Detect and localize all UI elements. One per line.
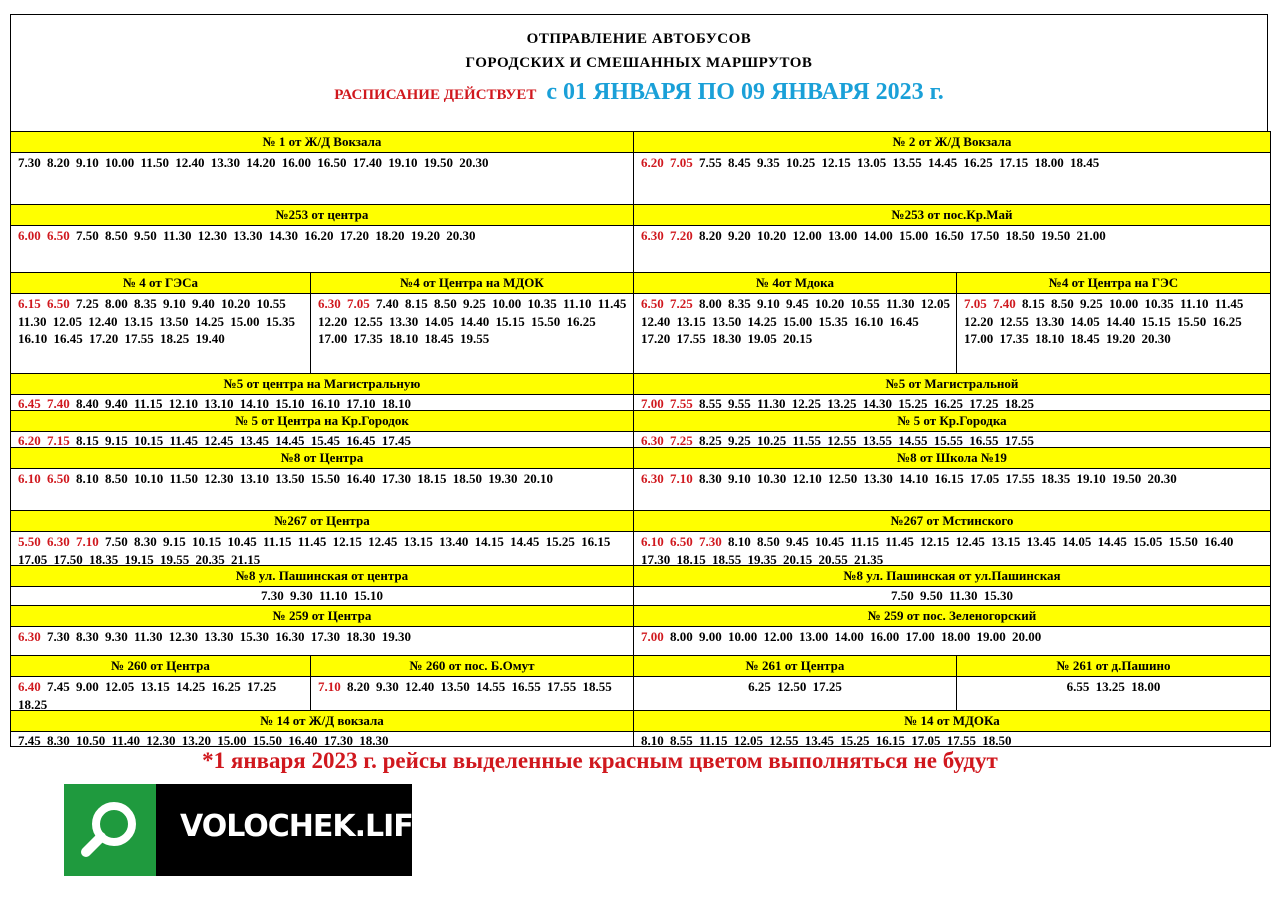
route-cell	[633, 510, 1271, 566]
cancellation-footnote: *1 января 2023 г. рейсы выделенные красным цветом выполняться не будут	[202, 748, 998, 773]
route-times	[11, 587, 633, 605]
route-times	[318, 678, 629, 696]
route-title: №267 от Мстинского	[634, 511, 1270, 532]
route-cell	[956, 272, 1271, 374]
route-times	[18, 732, 629, 750]
departure-times: 7.30 8.20 9.10 10.00 11.50 12.40 13.30 14.20 16.00 16.50 17.40 19.10 19.50 20.30	[18, 155, 489, 170]
cancelled-times: 6.30 7.20	[641, 228, 693, 243]
route-title: № 14 от МДОКа	[634, 711, 1270, 732]
route-title: №253 от пос.Кр.Май	[634, 205, 1270, 226]
period-label: РАСПИСАНИЕ ДЕЙСТВУЕТ	[334, 87, 537, 103]
route-cell	[633, 565, 1271, 606]
route-cell	[10, 131, 634, 205]
cancelled-times: 5.50 6.30 7.10	[18, 534, 99, 549]
route-cell	[633, 447, 1271, 511]
route-times	[18, 470, 629, 488]
route-cell	[10, 565, 634, 606]
departure-times: 8.15 8.50 9.25 10.00 10.35 11.10 11.45 12.20 12.55 13.30 14.05 14.40 15.15 15.50 16.25 17.00 17.35 18.10 18.45 19.20 20.30	[964, 296, 1244, 346]
departure-times: 8.20 9.20 10.20 12.00 13.00 14.00 15.00 16.50 17.50 18.50 19.50 21.00	[699, 228, 1106, 243]
route-title: № 261 от д.Пашино	[957, 656, 1270, 677]
route-times	[634, 587, 1270, 605]
cancelled-times: 6.30 7.25	[641, 433, 693, 448]
route-title: № 2 от Ж/Д Вокзала	[634, 132, 1270, 153]
route-times	[641, 732, 1266, 750]
route-times	[318, 295, 629, 348]
cancelled-times: 6.10 6.50	[18, 471, 70, 486]
cancelled-times: 6.20 7.15	[18, 433, 70, 448]
route-title: №8 ул. Пашинская от ул.Пашинская	[634, 566, 1270, 587]
route-title: №8 от Центра	[11, 448, 633, 469]
departure-times: 7.25 8.00 8.35 9.10 9.40 10.20 10.55 11.30 12.05 12.40 13.15 13.50 14.25 15.00 15.35 16.10 16.45 17.20 17.55 18.25 19.40	[18, 296, 296, 346]
route-cell	[633, 605, 1271, 656]
logo-text: VOLOCHEK.LIFE	[180, 809, 433, 844]
cancelled-times: 6.30	[18, 629, 41, 644]
route-title: № 261 от Центра	[634, 656, 956, 677]
departure-times: 8.30 9.10 10.30 12.10 12.50 13.30 14.10 16.15 17.05 17.55 18.35 19.10 19.50 20.30	[699, 471, 1177, 486]
route-cell	[310, 655, 634, 711]
route-cell	[633, 655, 957, 711]
cancelled-times: 7.10	[318, 679, 341, 694]
route-title: № 259 от пос. Зеленогорский	[634, 606, 1270, 627]
cancelled-times: 7.05 7.40	[964, 296, 1016, 311]
cancelled-times: 6.45 7.40	[18, 396, 70, 411]
departure-times: 7.30 8.30 9.30 11.30 12.30 13.30 15.30 16.30 17.30 18.30 19.30	[47, 629, 412, 644]
route-cell	[10, 447, 634, 511]
schedule-grid	[10, 131, 1270, 746]
cancelled-times: 6.30 7.10	[641, 471, 693, 486]
route-title: №5 от центра на Магистральную	[11, 374, 633, 395]
route-times	[641, 295, 952, 348]
route-times	[18, 533, 629, 568]
route-cell	[10, 410, 634, 448]
departure-times: 8.00 9.00 10.00 12.00 13.00 14.00 16.00 17.00 18.00 19.00 20.00	[670, 629, 1042, 644]
route-cell	[310, 272, 634, 374]
route-title: № 259 от Центра	[11, 606, 633, 627]
route-cell	[10, 510, 634, 566]
route-cell	[10, 605, 634, 656]
cancelled-times: 6.00 6.50	[18, 228, 70, 243]
route-cell	[633, 710, 1271, 747]
cancelled-times: 7.00	[641, 629, 664, 644]
departure-times: 8.40 9.40 11.15 12.10 13.10 14.10 15.10 16.10 17.10 18.10	[76, 396, 412, 411]
route-title: № 260 от Центра	[11, 656, 310, 677]
route-title: № 260 от пос. Б.Омут	[311, 656, 633, 677]
route-times	[641, 533, 1266, 568]
route-title: №4 от Центра на ГЭС	[957, 273, 1270, 294]
route-cell	[10, 204, 634, 273]
route-title: № 14 от Ж/Д вокзала	[11, 711, 633, 732]
route-cell	[633, 410, 1271, 448]
departure-times: 7.45 9.00 12.05 13.15 14.25 16.25 17.25 18.25	[18, 679, 277, 712]
route-times	[634, 678, 956, 696]
route-times	[18, 227, 629, 245]
cancelled-times: 6.50 7.25	[641, 296, 693, 311]
route-cell	[10, 655, 311, 711]
route-times	[641, 227, 1266, 245]
route-title: №253 от центра	[11, 205, 633, 226]
route-cell	[10, 272, 311, 374]
route-title: № 4 от ГЭСа	[11, 273, 310, 294]
departure-times: 7.45 8.30 10.50 11.40 12.30 13.20 15.00 15.50 16.40 17.30 18.30	[18, 733, 389, 748]
departure-times: 8.55 9.55 11.30 12.25 13.25 14.30 15.25 16.25 17.25 18.25	[699, 396, 1035, 411]
route-cell	[10, 373, 634, 411]
route-times	[957, 678, 1270, 696]
departure-times: 6.25 12.50 17.25	[748, 679, 842, 694]
route-title: №5 от Магистральной	[634, 374, 1270, 395]
departure-times: 8.10 8.55 11.15 12.05 12.55 13.45 15.25 16.15 17.05 17.55 18.50	[641, 733, 1012, 748]
route-times	[18, 295, 306, 348]
departure-times: 8.00 8.35 9.10 9.45 10.20 10.55 11.30 12.05 12.40 13.15 13.50 14.25 15.00 15.35 16.10 16.45 17.20 17.55 18.30 19.05 20.15	[641, 296, 951, 346]
route-title: № 4от Мдока	[634, 273, 956, 294]
route-times	[641, 154, 1266, 172]
route-title: № 5 от Кр.Городка	[634, 411, 1270, 432]
route-times	[18, 678, 306, 713]
cancelled-times: 6.20 7.05	[641, 155, 693, 170]
cancelled-times: 6.30 7.05	[318, 296, 370, 311]
schedule-header	[10, 14, 1268, 131]
magnifier-icon	[64, 784, 156, 876]
departure-times: 7.55 8.45 9.35 10.25 12.15 13.05 13.55 14.45 16.25 17.15 18.00 18.45	[699, 155, 1100, 170]
route-title: №8 ул. Пашинская от центра	[11, 566, 633, 587]
validity-period	[11, 79, 1267, 106]
departure-times: 7.50 9.50 11.30 15.30	[890, 588, 1014, 603]
route-times	[18, 154, 629, 172]
departure-times: 7.40 8.15 8.50 9.25 10.00 10.35 11.10 11.45 12.20 12.55 13.30 14.05 14.40 15.15 15.50 16.25 17.00 17.35 18.10 18.45 19.55	[318, 296, 627, 346]
route-cell	[633, 373, 1271, 411]
route-cell	[633, 131, 1271, 205]
route-title: №8 от Школа №19	[634, 448, 1270, 469]
header-title-line2: ГОРОДСКИХ И СМЕШАННЫХ МАРШРУТОВ	[465, 55, 813, 71]
departure-times: 8.10 8.50 9.45 10.45 11.15 11.45 12.15 12.45 13.15 13.45 14.05 14.45 15.05 15.50 16.40 17.30 18.15 18.55 19.35 20.15 20.55 21.35	[641, 534, 1234, 567]
departure-times: 8.20 9.30 12.40 13.50 14.55 16.55 17.55 18.55	[347, 679, 612, 694]
cancelled-times: 6.15 6.50	[18, 296, 70, 311]
route-title: № 1 от Ж/Д Вокзала	[11, 132, 633, 153]
cancelled-times: 7.00 7.55	[641, 396, 693, 411]
route-times	[964, 295, 1266, 348]
route-title: №4 от Центра на МДОК	[311, 273, 633, 294]
route-title: № 5 от Центра на Кр.Городок	[11, 411, 633, 432]
route-cell	[10, 710, 634, 747]
site-logo[interactable]	[64, 784, 433, 876]
route-title: №267 от Центра	[11, 511, 633, 532]
departure-times: 8.15 9.15 10.15 11.45 12.45 13.45 14.45 15.45 16.45 17.45	[76, 433, 412, 448]
route-times	[641, 628, 1266, 646]
departure-times: 8.25 9.25 10.25 11.55 12.55 13.55 14.55 15.55 16.55 17.55	[699, 433, 1035, 448]
cancelled-times: 6.10 6.50 7.30	[641, 534, 722, 549]
departure-times: 7.30 9.30 11.10 15.10	[260, 588, 384, 603]
departure-times: 8.10 8.50 10.10 11.50 12.30 13.10 13.50 15.50 16.40 17.30 18.15 18.50 19.30 20.10	[76, 471, 554, 486]
departure-times: 6.55 13.25 18.00	[1066, 679, 1161, 694]
route-cell	[633, 204, 1271, 273]
period-dates: с 01 ЯНВАРЯ ПО 09 ЯНВАРЯ 2023 г.	[546, 79, 944, 105]
departure-times: 7.50 8.30 9.15 10.15 10.45 11.15 11.45 12.15 12.45 13.15 13.40 14.15 14.45 15.25 16.15 17.05 17.50 18.35 19.15 19.55 20.35 21.15	[18, 534, 611, 567]
route-cell	[956, 655, 1271, 711]
route-cell	[633, 272, 957, 374]
departure-times: 7.50 8.50 9.50 11.30 12.30 13.30 14.30 16.20 17.20 18.20 19.20 20.30	[76, 228, 476, 243]
route-times	[18, 628, 629, 646]
header-title-line1: ОТПРАВЛЕНИЕ АВТОБУСОВ	[526, 31, 752, 47]
route-times	[641, 470, 1266, 488]
cancelled-times: 6.40	[18, 679, 41, 694]
